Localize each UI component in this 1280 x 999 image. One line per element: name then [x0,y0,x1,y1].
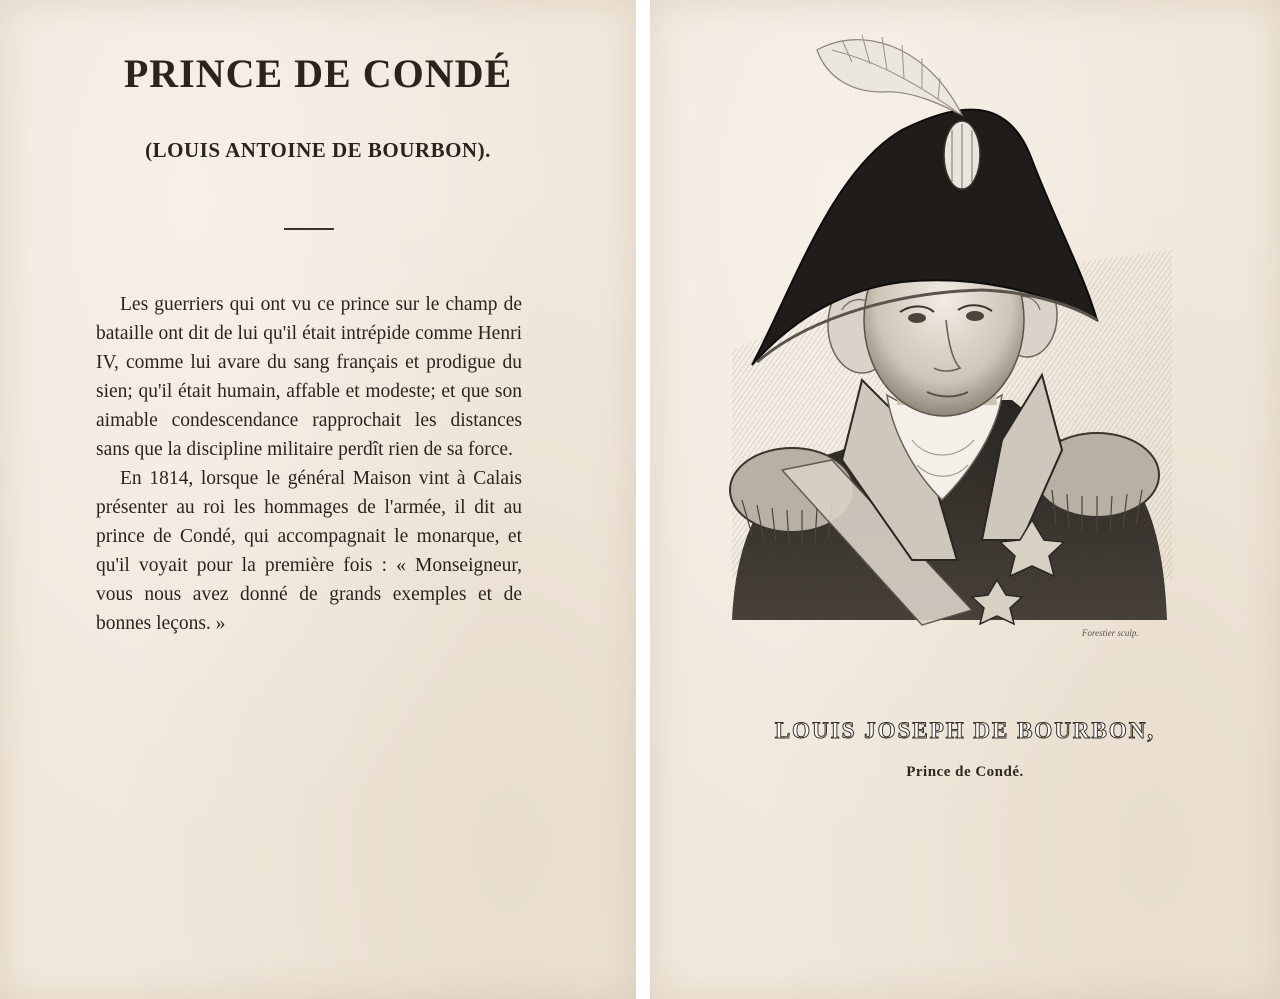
paragraph-1: Les guerriers qui ont vu ce prince sur le champ de bataille ont dit de lui qu'il était intrépide comme Henri IV, comme lui avare du sang français et prodigue du sien; qu'il était humain, affable et modeste; et que son aimable condescendance rapprochait les distances sans que la discipline militaire perdît rien de sa force. [96,294,522,460]
page-title: PRINCE DE CONDÉ [123,51,513,96]
plume [817,35,962,115]
title-divider [284,228,334,230]
paragraph-2: En 1814, lorsque le général Maison vint à Calais présenter au roi les hommages de l'armée, il dit au prince de Condé, qui accompagnait le monarque, et qu'il voyait pour la première fois : « Monseigneur, vous nous avez donné de grands exemples et de bonnes leçons. » [96,468,522,634]
portrait-caption: LOUIS JOSEPH DE BOURBON, [774,718,1156,743]
page-gutter [636,0,650,999]
portrait-subcaption: Prince de Condé. [906,764,1024,780]
portrait-engraving [712,20,1182,640]
body-text [96,290,522,638]
page-subtitle: (LOUIS ANTOINE DE BOURBON). [145,138,491,162]
left-page [0,0,636,999]
engraver-signature: Forestier sculp. [1082,628,1139,638]
